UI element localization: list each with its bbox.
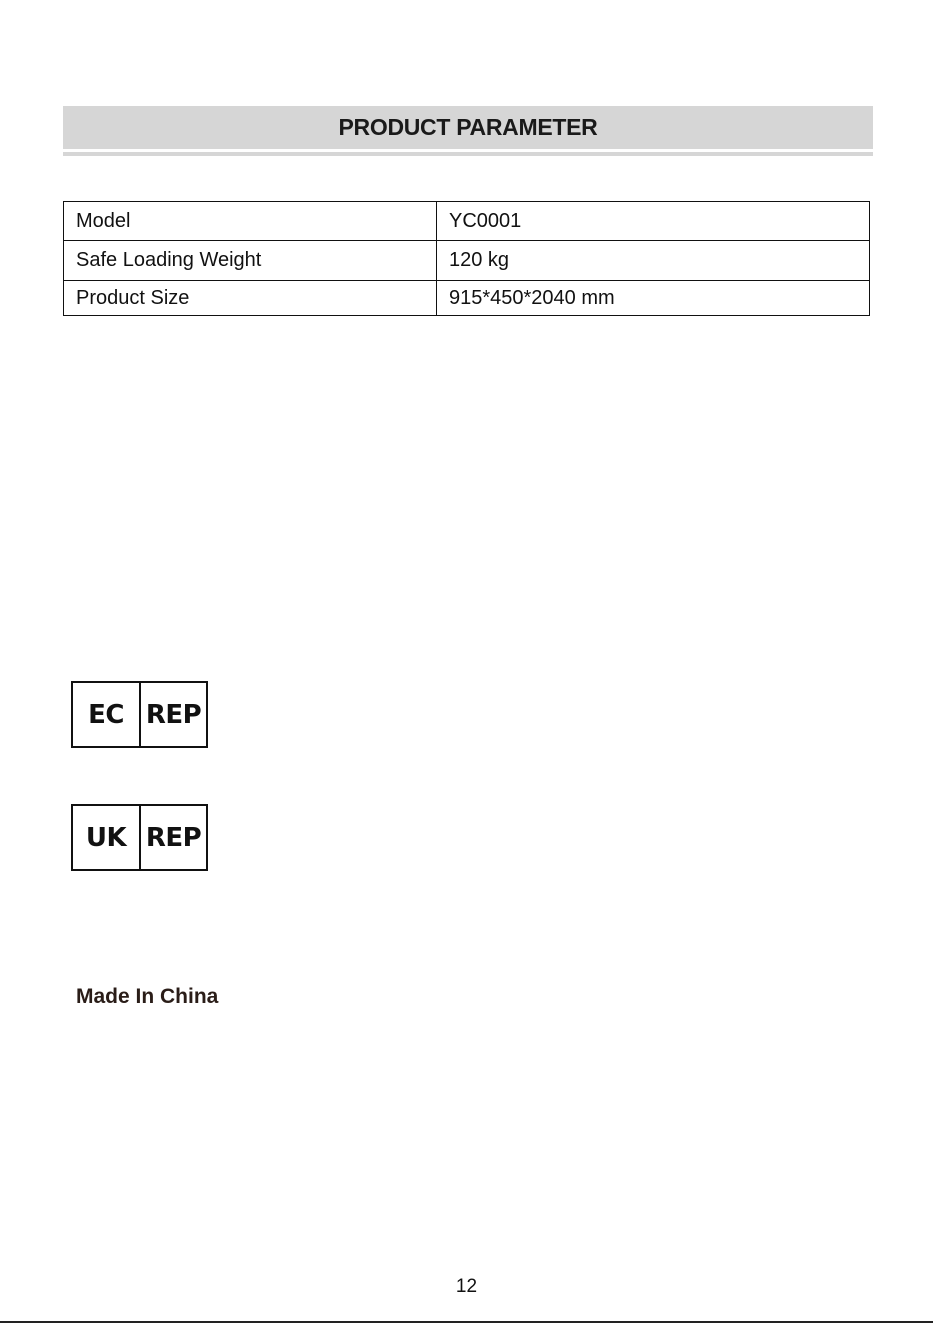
product-parameter-table bbox=[63, 201, 870, 316]
ec-rep-symbol bbox=[71, 681, 208, 748]
uk-rep-left-text: UK bbox=[85, 822, 127, 853]
bottom-rule bbox=[0, 1321, 933, 1323]
uk-rep-symbol bbox=[71, 804, 208, 871]
uk-rep-right-text: REP bbox=[145, 822, 202, 853]
table-row bbox=[64, 241, 870, 281]
parameter-label: Model bbox=[64, 202, 437, 241]
ec-rep-left-text: EC bbox=[88, 699, 124, 730]
title-underline bbox=[63, 152, 873, 156]
parameter-value: 120 kg bbox=[437, 241, 870, 281]
parameter-label: Product Size bbox=[64, 281, 437, 316]
table-row bbox=[64, 202, 870, 241]
country-of-origin: Made In China bbox=[76, 985, 219, 1008]
parameter-value: YC0001 bbox=[437, 202, 870, 241]
section-title-bar bbox=[63, 106, 873, 149]
parameter-value: 915*450*2040 mm bbox=[437, 281, 870, 316]
parameter-label: Safe Loading Weight bbox=[64, 241, 437, 281]
table-row bbox=[64, 281, 870, 316]
page-number: 12 bbox=[455, 1276, 478, 1297]
section-title: PRODUCT PARAMETER bbox=[338, 114, 598, 140]
ec-rep-right-text: REP bbox=[145, 699, 202, 730]
